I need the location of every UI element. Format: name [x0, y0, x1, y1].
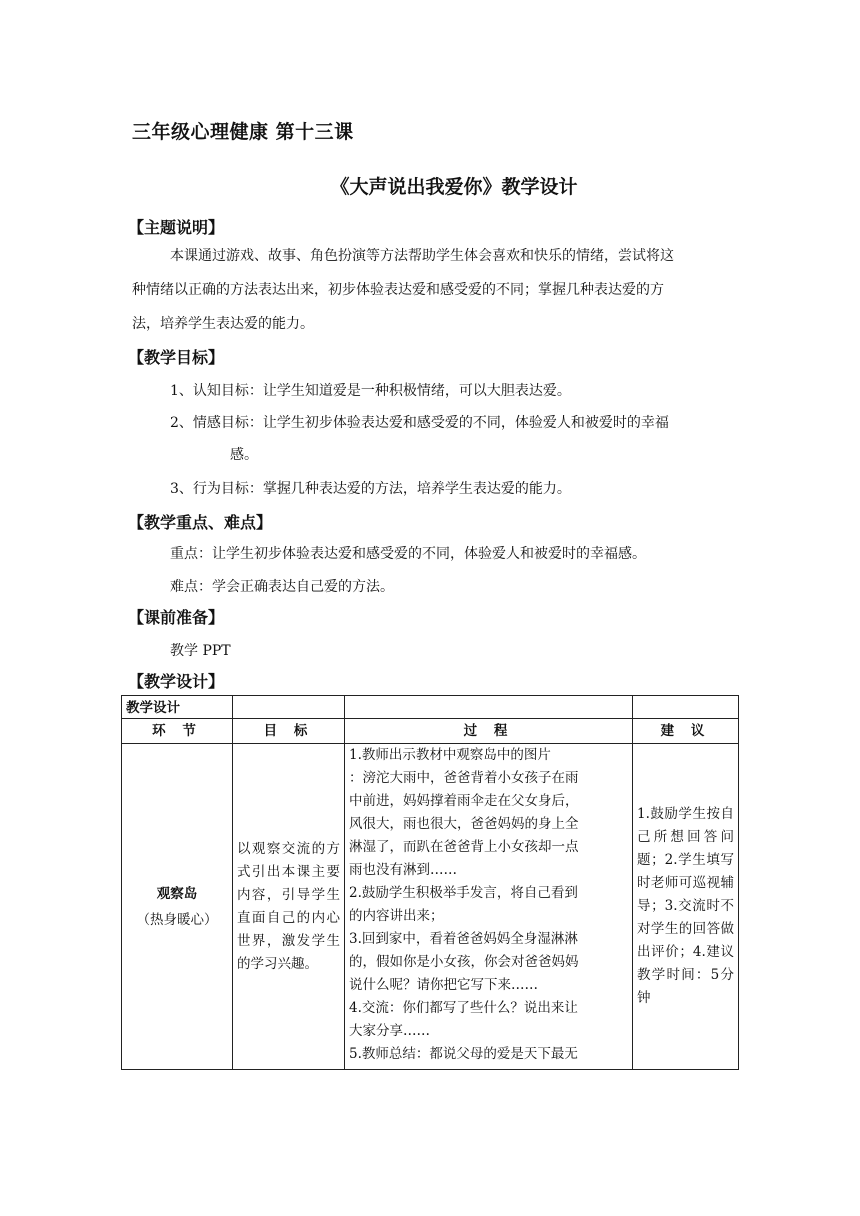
stage-name: 观察岛 — [156, 885, 198, 902]
process-line: 2.鼓励学生积极举手发言，将自己看到 — [349, 885, 578, 901]
process-line: 淋湿了，而趴在爸爸背上小女孩却一点 — [349, 839, 579, 855]
theme-line-1: 本课通过游戏、故事、角色扮演等方法帮助学生体会喜欢和快乐的情绪，尝试将这 — [170, 248, 674, 264]
process-line: 的，假如你是小女孩，你会对爸爸妈妈 — [349, 954, 579, 970]
process-line: 5.教师总结：都说父母的爱是天下最无 — [349, 1046, 578, 1062]
design-heading: 【教学设计】 — [128, 672, 225, 691]
table-title-row — [122, 696, 739, 719]
column-header: 过 程 — [345, 719, 633, 744]
theme-heading: 【主题说明】 — [128, 218, 225, 237]
prep-text: 教学 PPT — [170, 643, 231, 659]
process-line: 大家分享…… — [349, 1023, 430, 1039]
process-line: 的内容讲出来； — [349, 908, 444, 924]
goal-behavioral: 3、行为目标：掌握几种表达爱的方法，培养学生表达爱的能力。 — [170, 481, 571, 497]
goal-emotional-cont: 感。 — [230, 447, 258, 463]
process-line: 雨也没有淋到…… — [349, 862, 457, 878]
theme-line-3: 法，培养学生表达爱的能力。 — [132, 316, 314, 332]
stage-subtitle: （热身暖心） — [136, 911, 218, 928]
keypoints-heading: 【教学重点、难点】 — [128, 513, 273, 532]
theme-line-2: 种情绪以正确的方法表达出来，初步体验表达爱和感受爱的不同；掌握几种表达爱的方 — [132, 282, 664, 298]
document-title: 《大声说出我爱你》教学设计 — [330, 176, 578, 198]
course-label: 三年级心理健康 第十三课 — [132, 121, 354, 143]
process-line: 4.交流：你们都写了些什么？说出来让 — [349, 1000, 578, 1016]
process-line: 说什么呢？请你把它写下来…… — [349, 977, 538, 993]
theme-paragraph — [132, 239, 732, 341]
prep-heading: 【课前准备】 — [128, 608, 225, 627]
process-line: 中前进，妈妈撑着雨伞走在父女身后， — [349, 793, 579, 809]
table-row — [122, 744, 739, 1070]
goal-cognitive: 1、认知目标：让学生知道爱是一种积极情绪，可以大胆表达爱。 — [170, 383, 571, 399]
process-line: 风很大，雨也很大，爸爸妈妈的身上全 — [349, 816, 579, 832]
goals-heading: 【教学目标】 — [128, 348, 225, 367]
process-line: ：滂沱大雨中，爸爸背着小女孩子在雨 — [349, 770, 579, 786]
stage-cell — [122, 744, 233, 1070]
process-line: 1.教师出示教材中观察岛中的图片 — [349, 747, 551, 763]
goal-cell: 以观察交流的方式引出本课主要内容，引导学生直面自己的内心世界，激发学生的学习兴趣。 — [233, 744, 345, 1070]
column-header: 建 议 — [633, 719, 739, 744]
key-point: 重点：让学生初步体验表达爱和感受爱的不同，体验爱人和被爱时的幸福感。 — [170, 546, 646, 562]
difficult-point: 难点：学会正确表达自己爱的方法。 — [170, 579, 394, 595]
table-title-cell: 教学设计 — [122, 696, 233, 719]
process-line: 3.回到家中，看着爸爸妈妈全身湿淋淋 — [349, 931, 578, 947]
column-header: 环 节 — [122, 719, 233, 744]
process-cell — [345, 744, 633, 1070]
teaching-design-table — [121, 695, 739, 1070]
goal-emotional: 2、情感目标：让学生初步体验表达爱和感受爱的不同，体验爱人和被爱时的幸福 — [170, 415, 669, 431]
table-header-row — [122, 719, 739, 744]
suggestion-cell: 1.鼓励学生按自己所想回答问题；2.学生填写时老师可巡视辅导；3.交流时不对学生的回答做出评价；4.建议教学时间：5分钟 — [633, 744, 739, 1070]
column-header: 目 标 — [233, 719, 345, 744]
